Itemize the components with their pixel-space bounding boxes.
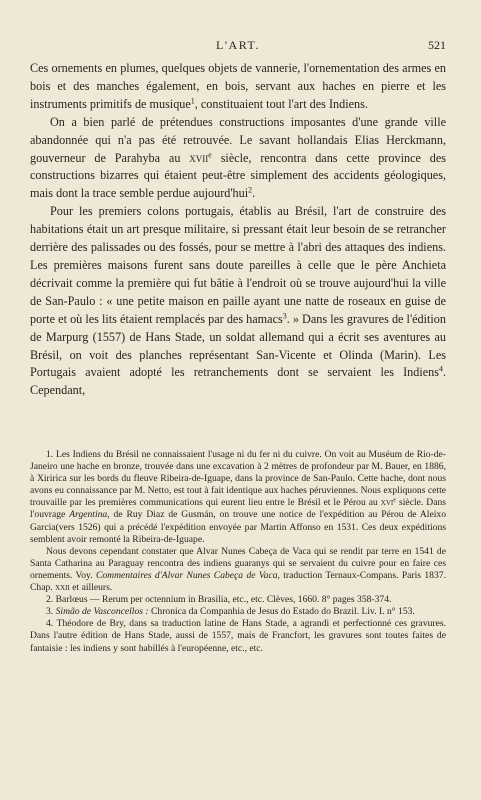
- book-title: Argentina: [69, 509, 108, 521]
- footnotes: [30, 449, 446, 655]
- footnote-1-continued: Nous devons cependant constater que Alvar Nunes Cabeça de Vaca qui se rendit par terre en 1541 de Santa Catharina au Paraguay rencontra des indiens guaranys qui se servaient du cuivre pour en faire ces ornements. Voy. Commentaires d'Alvar Nunes Cabeça de Vaca, traduction Ternaux-Compans. Paris 1837. Chap. xxii et ailleurs.: [30, 545, 446, 594]
- page-header: [30, 38, 446, 54]
- footnote-ref-3: 3: [282, 311, 287, 321]
- paragraph-2: On a bien parlé de prétendues constructions imposantes d'une grande ville abandonnée qui n'a pas été retrouvée. Le savant hollandais Elias Herckmann, gouverneur de Parahyba au xvii$^e$ siècle, rencontra dans cette province des constructions bizarres qui étaient peut-être simplement des accidents géologiques, mais dont la trace semble perdue aujourd'hui$^2$.: [30, 114, 447, 201]
- footnote-ref-1: 1: [190, 96, 195, 106]
- footnote-3: 3. Simão de Vasconcellos : Chronica da Companhia de Jesus do Estado do Brazil. Liv. I. n° 153.: [46, 606, 415, 618]
- author-name: Simão de Vasconcellos :: [55, 606, 149, 618]
- running-title: L'ART.: [216, 38, 260, 52]
- book-title: Commentaires d'Alvar Nunes Cabeça de Vaca: [95, 569, 278, 581]
- footnote-ref-2: 2: [248, 185, 253, 195]
- paragraph-1: Ces ornements en plumes, quelques objets de vannerie, l'ornementation des armes en bois et des manches également, en bois, servant aux haches en pierre et les instruments primitifs de musique$^1$, constituaient tout l'art des Indiens.: [30, 61, 446, 111]
- page-number: 521: [428, 38, 446, 52]
- footnote-1: 1. Les Indiens du Brésil ne connaissaient l'usage ni du fer ni du cuivre. On voit au Muséum de Rio-de-Janeiro une hache en bronze, trouvée dans une excavation à 2 mètres de profondeur par M. Bauer, en 1886, à Xiririca sur les bords du fleuve Ribeira-de-Iguape, dans la province de San-Paulo. Cette hache, dont nous avons eu connaissance par M. Netto, est tout à fait identique aux haches péruviennes. Nous expliquons cette trouvaille par les premières communications qui eurent lieu entre le Brésil et le Pérou au xvi$^e$ siècle. Dans l'ouvrage Argentina, de Ruy Diaz de Gusmán, on trouve une notice de l'expédition au Pérou de Aleixo Garcia(vers 1526) qui a précédé l'expédition envoyée par Martin Affonso en 1531. Ces deux expéditions semblent avoir remonté la Ribeira-de-Iguape.: [30, 449, 446, 545]
- paragraph-3: Pour les premiers colons portugais, établis au Brésil, l'art de construire des habitations était un art presque militaire, si pressant était leur besoin de se retrancher derrière des palissades ou des fossés, pour se mettre à l'abri des attaques des indiens. Les premières maisons furent sans doute pareilles à celle que le père Anchieta décrivait comme la première qui fut bâtie à l'endroit où se trouve aujourd'hui la ville de San-Paulo : « une petite maison en paille ayant une natte de roseaux en guise de porte et où les lits étaient remplacés par des hamacs$^3$. » Dans les gravures de l'édition de Marpurg (1557) de Hans Stade, un soldat allemand qui a écrit ses aventures au Brésil, on voit des planches représentant San-Vicente et Olinda (Marin). Les Portugais avaient adopté les retranchements dont se servaient les Indiens$^4$. Cependant,: [30, 204, 446, 398]
- main-text: [30, 60, 446, 400]
- footnote-4: 4. Théodore de Bry, dans sa traduction latine de Hans Stade, a agrandi et perfectionné ces gravures. Dans l'autre édition de Hans Stade, aussi de 1557, mais de Francfort, les gravures sont toutes faites de fantaisie : les indiens y sont habillés à l'européenne, etc., etc.: [30, 618, 446, 654]
- footnote-2: 2. Barlœus — Rerum per octennium in Brasilia, etc., etc. Clèves, 1660. 8° pages 358-374.: [46, 594, 392, 606]
- footnote-ref-4: 4: [438, 365, 443, 375]
